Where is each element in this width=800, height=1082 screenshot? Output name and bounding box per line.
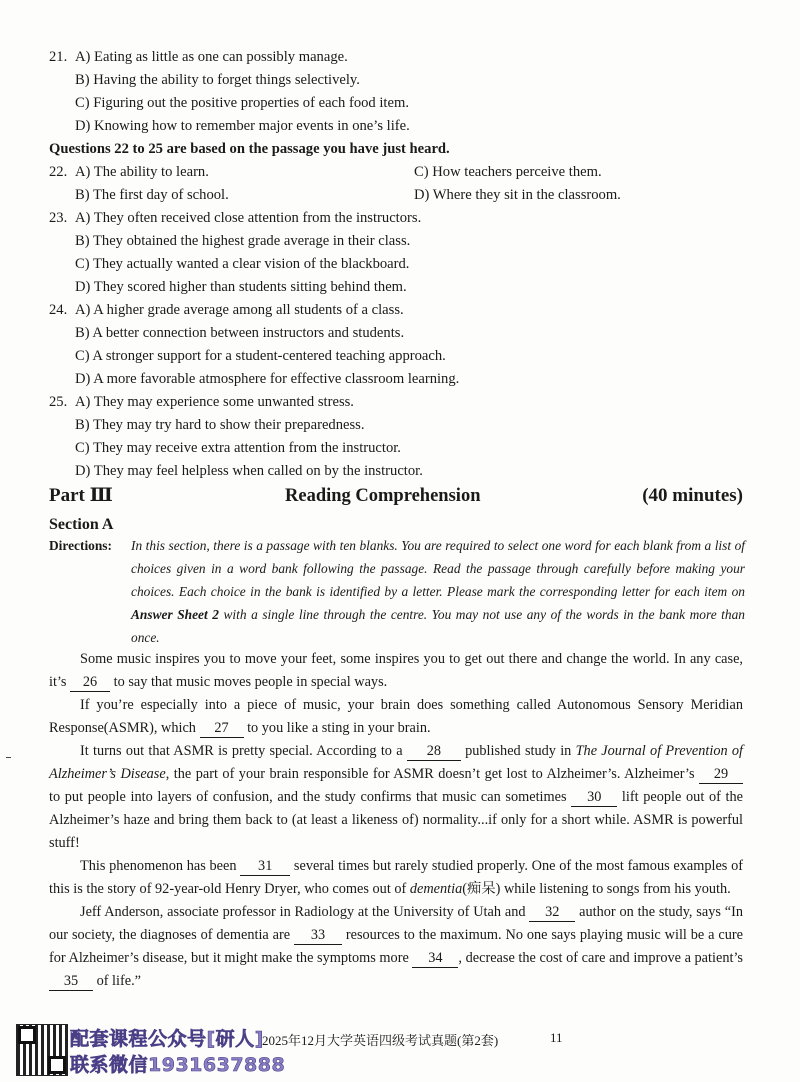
question-24-line-b	[49, 322, 769, 345]
questions-22-25-heading: Questions 22 to 25 are based on the passage you have just heard.	[49, 141, 450, 157]
option-b: B) They obtained the highest grade average in their class.	[75, 233, 411, 249]
blank-34[interactable]: 34	[412, 949, 458, 968]
passage-paragraph-3	[49, 740, 743, 855]
question-24-line-a	[49, 299, 769, 322]
watermark-line-1: 配套课程公众号[研人]	[70, 1028, 264, 1050]
passage-paragraph-1	[49, 648, 743, 694]
question-21	[49, 46, 769, 138]
page-footer	[0, 1024, 800, 1082]
question-24	[49, 299, 769, 391]
question-23-line-d	[49, 276, 769, 299]
passage-text: several times but rarely studied properly. One of the most famous examples of this is the story of 92-year-old Henry Dryer, who comes out of	[49, 858, 743, 897]
question-24-line-c	[49, 345, 769, 368]
question-number: 21.	[49, 49, 68, 65]
option-c: C) How teachers perceive them.	[414, 164, 602, 180]
option-d: D) They may feel helpless when called on by the instructor.	[75, 463, 423, 479]
question-22-line-1	[49, 161, 769, 184]
passage-text: author on the study, says “In our society, the diagnoses of dementia are	[49, 904, 743, 943]
passage-text: Some music inspires you to move your feet, some inspires you to get out there and change the world. In any case, it’s	[49, 651, 743, 690]
passage-paragraph-5	[49, 901, 743, 993]
option-d: D) Where they sit in the classroom.	[414, 187, 621, 203]
option-a: A) They often received close attention from the instructors.	[75, 210, 422, 226]
option-a: A) They may experience some unwanted stress.	[75, 394, 354, 410]
passage-text: to put people into layers of confusion, and the study confirms that music can sometimes	[49, 789, 572, 805]
question-23-line-a	[49, 207, 769, 230]
blank-26[interactable]: 26	[70, 673, 110, 692]
passage-text: , decrease the cost of care and improve a patient’s	[458, 950, 743, 966]
option-c: C) A stronger support for a student-centered teaching approach.	[75, 348, 446, 364]
qr-code-icon	[16, 1024, 68, 1076]
question-25-line-a	[49, 391, 769, 414]
option-c: C) Figuring out the positive properties of each food item.	[75, 95, 409, 111]
option-a: A) A higher grade average among all students of a class.	[75, 302, 404, 318]
option-a: A) Eating as little as one can possibly manage.	[75, 49, 348, 65]
reading-passage	[49, 648, 743, 993]
margin-mark	[6, 757, 11, 758]
question-21-line-c	[49, 92, 769, 115]
passage-text: published study in	[460, 743, 576, 759]
directions-text	[131, 534, 745, 649]
passage-text: lift people out of the Alzheimer’s haze and bring them back to (at least a likeness of) normality...if only for a short while. ASMR is powerful stuff!	[49, 789, 743, 851]
blank-30[interactable]: 30	[571, 788, 617, 807]
passage-text: resources to the maximum. No one says playing music will be a cure for Alzheimer’s disease, but it might make the symptoms more	[49, 927, 743, 966]
exam-title: 2025年12月大学英语四级考试真题(第2套)	[262, 1033, 499, 1048]
option-d: D) A more favorable atmosphere for effective classroom learning.	[75, 371, 460, 387]
blank-29[interactable]: 29	[699, 765, 743, 784]
passage-text: This phenomenon has been	[80, 858, 241, 874]
option-a: A) The ability to learn.	[75, 164, 209, 180]
part-title: Reading Comprehension	[285, 486, 481, 506]
blank-31[interactable]: 31	[240, 857, 290, 876]
question-21-line-b	[49, 69, 769, 92]
passage-text: (痴呆) while listening to songs from his youth.	[462, 881, 731, 897]
directions-text-part2: with a single line through the centre. You may not use any of the words in the bank more than once.	[131, 607, 745, 645]
option-b: B) Having the ability to forget things selectively.	[75, 72, 360, 88]
passage-text: , the part of your brain responsible for ASMR doesn’t get lost to Alzheimer’s. Alzheimer’s	[165, 766, 699, 782]
part-header	[49, 482, 743, 510]
passage-text: to you like a sting in your brain.	[243, 720, 431, 736]
question-25-line-c	[49, 437, 769, 460]
blank-32[interactable]: 32	[529, 903, 575, 922]
dementia-term: dementia	[409, 881, 463, 897]
option-d: D) Knowing how to remember major events in one’s life.	[75, 118, 410, 134]
passage-text: to say that music moves people in special ways.	[110, 674, 388, 690]
blank-28[interactable]: 28	[407, 742, 461, 761]
question-23	[49, 207, 769, 299]
question-23-line-c	[49, 253, 769, 276]
part-time: (40 minutes)	[642, 485, 743, 506]
question-number: 25.	[49, 394, 68, 410]
question-21-line-a	[49, 46, 769, 69]
section-title: Section A	[49, 516, 114, 533]
option-b: B) A better connection between instructors and students.	[75, 325, 405, 341]
passage-text: If you’re especially into a piece of music, your brain does something called Autonomous Sensory Meridian Response(ASMR), which	[49, 697, 743, 736]
question-22-line-2	[49, 184, 769, 207]
passage-paragraph-2	[49, 694, 743, 740]
option-b: B) The first day of school.	[75, 187, 229, 203]
page-number: 11	[550, 1030, 563, 1045]
part-label: Part Ⅲ	[49, 485, 113, 506]
passage-paragraph-4	[49, 855, 743, 901]
question-25-line-d	[49, 460, 769, 483]
question-24-line-d	[49, 368, 769, 391]
option-b: B) They may try hard to show their preparedness.	[75, 417, 365, 433]
question-number: 24.	[49, 302, 68, 318]
watermark-line-2: 联系微信1931637888	[70, 1054, 286, 1076]
option-c: C) They actually wanted a clear vision of the blackboard.	[75, 256, 410, 272]
passage-text: Jeff Anderson, associate professor in Radiology at the University of Utah and	[80, 904, 530, 920]
blank-27[interactable]: 27	[200, 719, 244, 738]
answer-sheet-label: Answer Sheet 2	[131, 607, 219, 622]
directions-text-part1: In this section, there is a passage with ten blanks. You are required to select one word for each blank from a list of choices given in a word bank following the passage. Read the passage through carefully before making your choices. Each choice in the bank is identified by a letter. Please mark the corresponding letter for each item on	[131, 538, 745, 599]
directions-label: Directions:	[49, 538, 112, 553]
option-c: C) They may receive extra attention from the instructor.	[75, 440, 401, 456]
question-25-line-b	[49, 414, 769, 437]
question-22	[49, 161, 769, 207]
question-25	[49, 391, 769, 483]
question-number: 22.	[49, 164, 68, 180]
question-21-line-d	[49, 115, 769, 138]
passage-text: It turns out that ASMR is pretty special. According to a	[80, 743, 407, 759]
blank-35[interactable]: 35	[49, 972, 93, 991]
question-23-line-b	[49, 230, 769, 253]
option-d: D) They scored higher than students sitting behind them.	[75, 279, 407, 295]
passage-text: of life.”	[93, 973, 142, 989]
question-number: 23.	[49, 210, 68, 226]
blank-33[interactable]: 33	[294, 926, 342, 945]
journal-title: The Journal of Prevention of Alzheimer’s Disease	[49, 743, 743, 782]
